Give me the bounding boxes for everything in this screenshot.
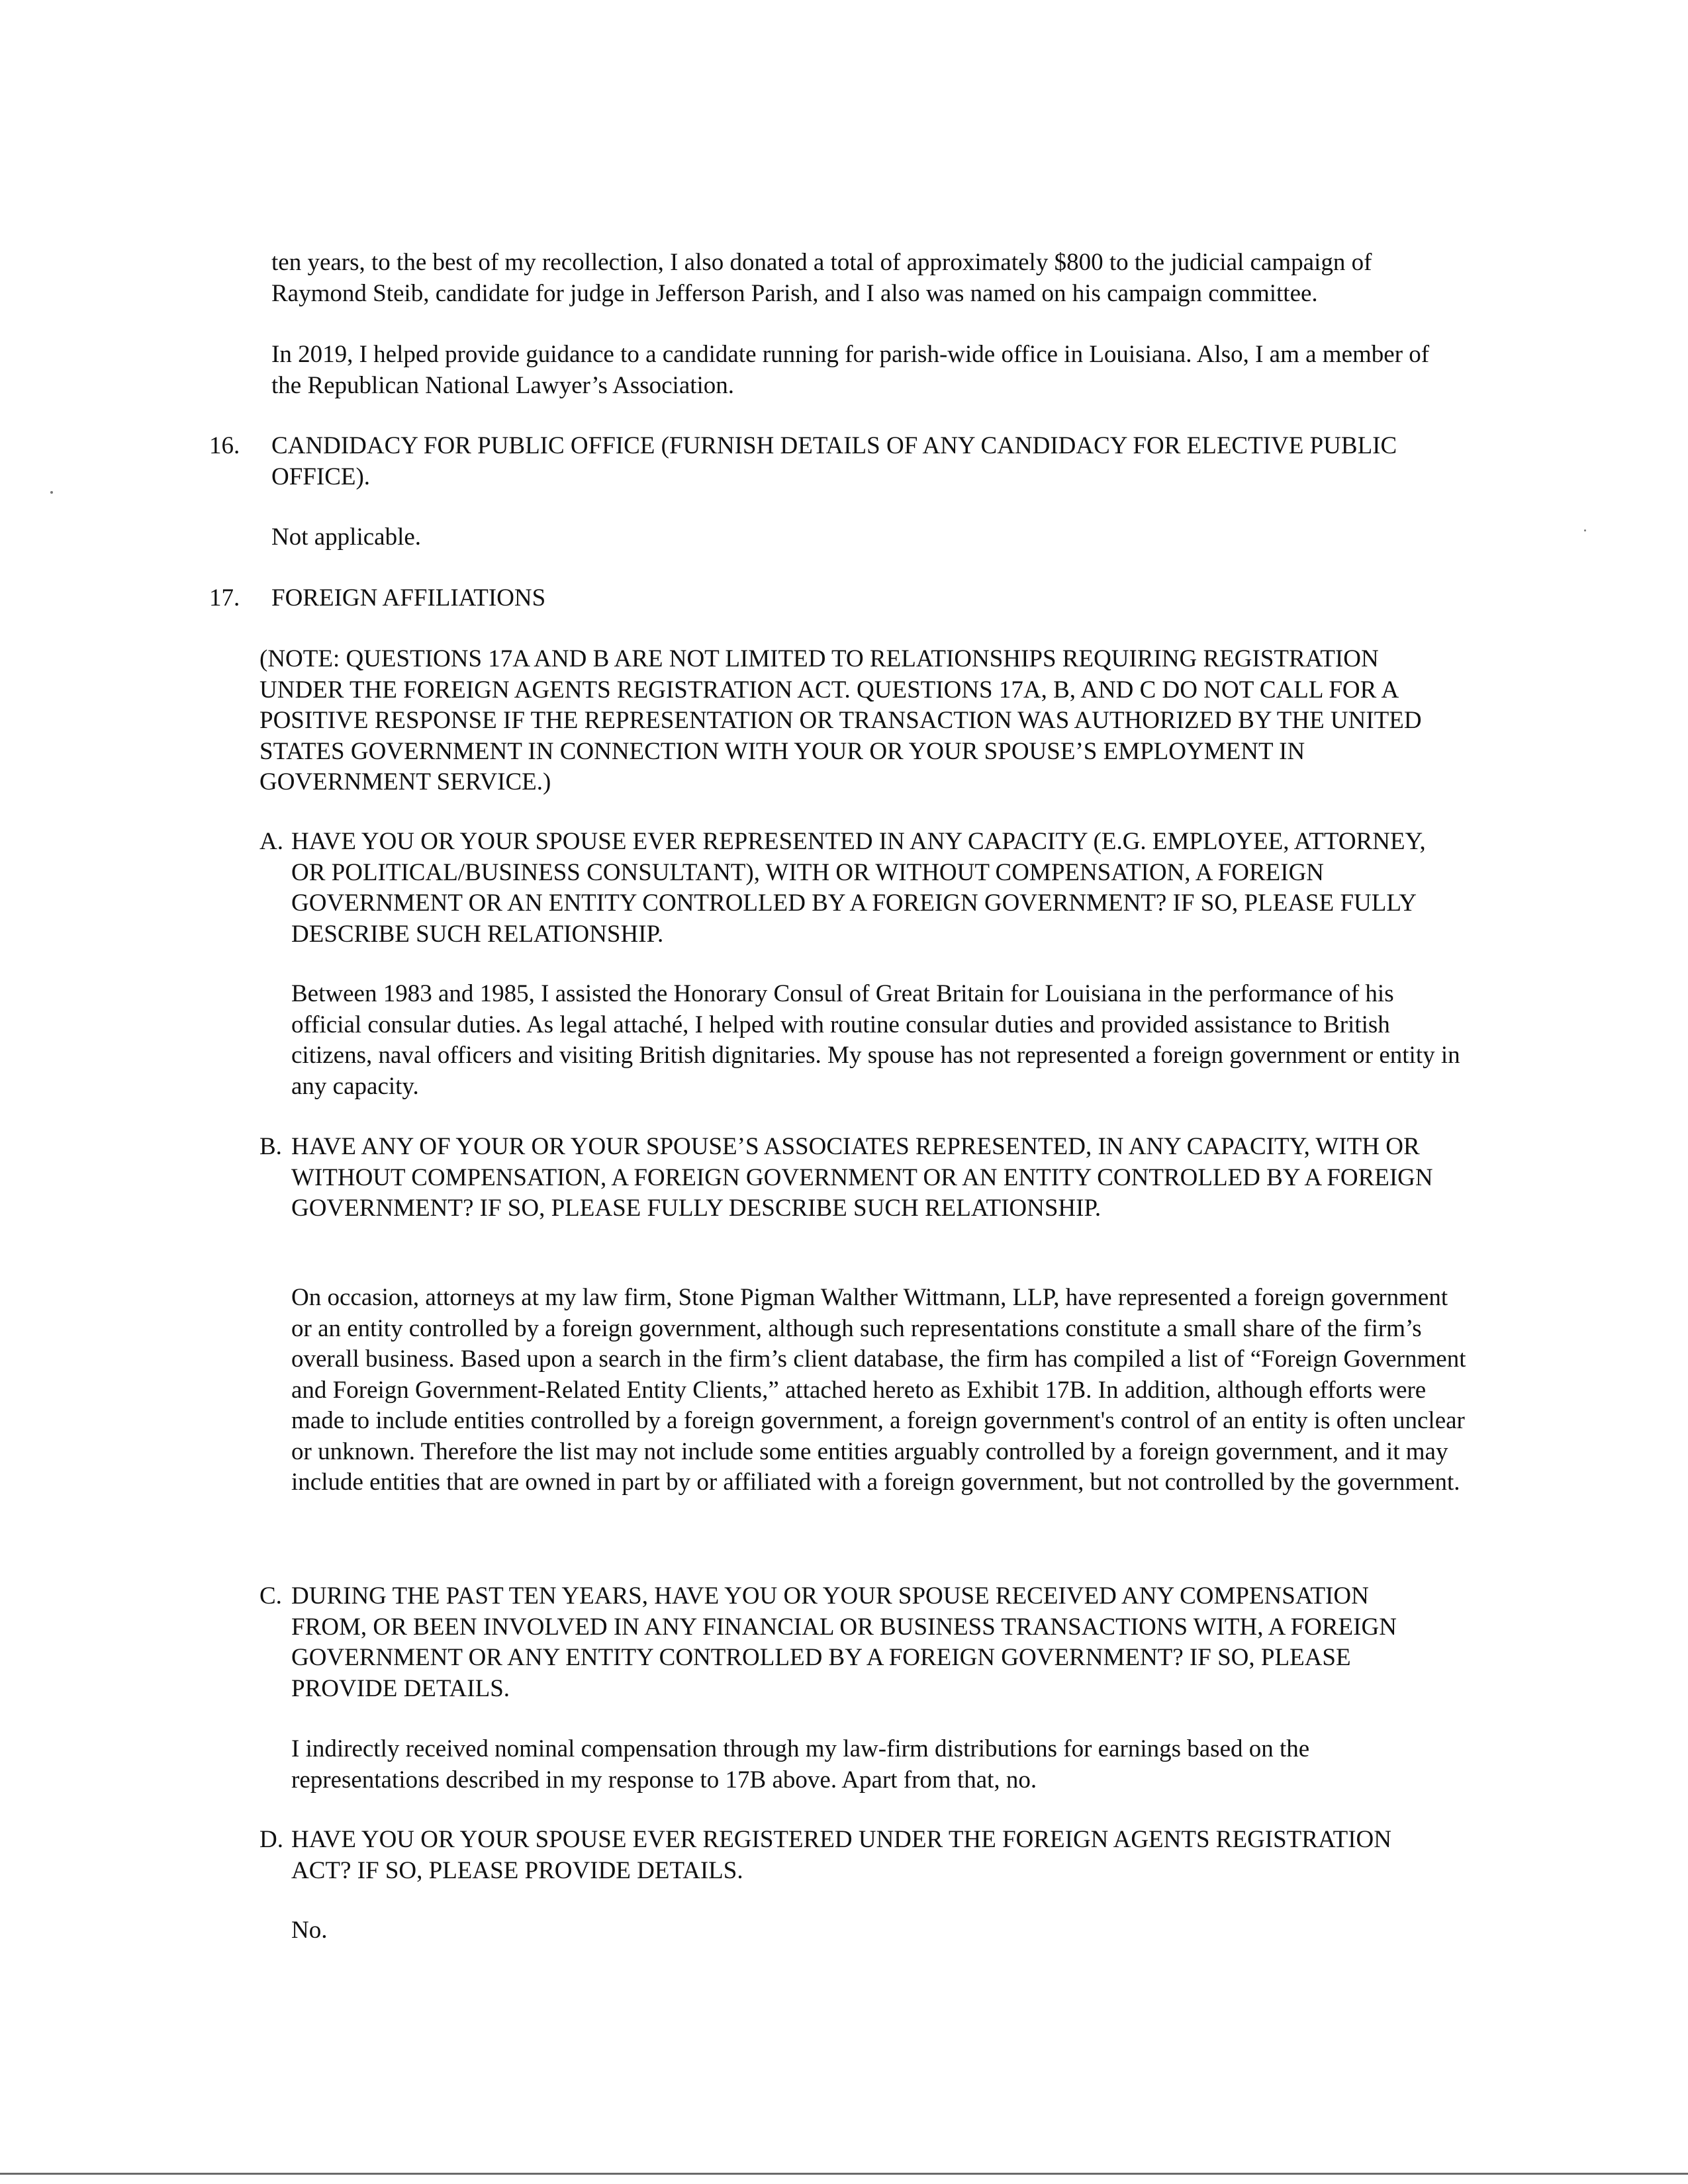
continuation-paragraph-1: ten years, to the best of my recollection, I also donated a total of approximately $800 to the judicial campaign of Raymond Steib, candidate for judge in Jefferson Parish, and I also was named on his campaign committee. xyxy=(271,249,1372,307)
question-16-answer: Not applicable. xyxy=(271,523,422,551)
scan-bottom-edge xyxy=(0,2173,1688,2175)
question-17-number: 17. xyxy=(209,584,240,612)
question-17-note: (NOTE: QUESTIONS 17A AND B ARE NOT LIMITED TO RELATIONSHIPS REQUIRING REGISTRATION UNDER THE FOREIGN AGENTS REGISTRATION ACT. QUESTIONS 17A, B, AND C DO NOT CALL FOR A POSITIVE RESPONSE IF THE REPRESENTATION OR TRANSACTION WAS AUTHORIZED BY THE UNITED STATES GOVERNMENT IN CONNECTION WITH YOUR OR YOUR SPOUSE’S EMPLOYMENT IN GOVERNMENT SERVICE.) xyxy=(259,645,1422,796)
question-17b-answer: On occasion, attorneys at my law firm, Stone Pigman Walther Wittmann, LLP, have represented a foreign government or an entity controlled by a foreign government, although such representations constitute a small share of the firm’s overall business. Based upon a search in the firm’s client database, the firm has compiled a list of “Foreign Government and Foreign Government-Related Entity Clients,” attached hereto as Exhibit 17B. In addition, although efforts were made to include entities controlled by a foreign government, a foreign government's control of an entity is often unclear or unknown. Therefore the list may not include some entities arguably controlled by a foreign government, and it may include entities that are owned in part by or affiliated with a foreign government, but not controlled by the government. xyxy=(291,1284,1466,1496)
scan-speck xyxy=(1584,529,1586,531)
question-16-number: 16. xyxy=(209,432,240,459)
question-17d-answer: No. xyxy=(291,1917,328,1944)
question-17d-text: HAVE YOU OR YOUR SPOUSE EVER REGISTERED UNDER THE FOREIGN AGENTS REGISTRATION ACT? IF SO, PLEASE PROVIDE DETAILS. xyxy=(291,1826,1391,1884)
scan-speck xyxy=(50,491,53,494)
question-16-title: CANDIDACY FOR PUBLIC OFFICE (FURNISH DETAILS OF ANY CANDIDACY FOR ELECTIVE PUBLIC OFFICE). xyxy=(271,432,1397,490)
continuation-paragraph-2: In 2019, I helped provide guidance to a candidate running for parish-wide office in Louisiana. Also, I am a member of the Republican National Lawyer’s Association. xyxy=(271,341,1430,399)
question-17b-text: HAVE ANY OF YOUR OR YOUR SPOUSE’S ASSOCIATES REPRESENTED, IN ANY CAPACITY, WITH OR WITHOUT COMPENSATION, A FOREIGN GOVERNMENT OR AN ENTITY CONTROLLED BY A FOREIGN GOVERNMENT? IF SO, PLEASE FULLY DESCRIBE SUCH RELATIONSHIP. xyxy=(291,1133,1433,1222)
question-17b-letter: B. xyxy=(259,1133,282,1160)
question-17c-text: DURING THE PAST TEN YEARS, HAVE YOU OR YOUR SPOUSE RECEIVED ANY COMPENSATION FROM, OR BEEN INVOLVED IN ANY FINANCIAL OR BUSINESS TRANSACTIONS WITH, A FOREIGN GOVERNMENT OR ANY ENTITY CONTROLLED BY A FOREIGN GOVERNMENT? IF SO, PLEASE PROVIDE DETAILS. xyxy=(291,1582,1397,1702)
question-17a-letter: A. xyxy=(259,828,283,855)
question-17c-letter: C. xyxy=(259,1582,282,1610)
question-17c-answer: I indirectly received nominal compensation through my law-firm distributions for earnings based on the representations described in my response to 17B above. Apart from that, no. xyxy=(291,1735,1310,1794)
question-17-title: FOREIGN AFFILIATIONS xyxy=(271,584,546,612)
question-17a-text: HAVE YOU OR YOUR SPOUSE EVER REPRESENTED IN ANY CAPACITY (E.G. EMPLOYEE, ATTORNEY, OR POLITICAL/BUSINESS CONSULTANT), WITH OR WITHOUT COMPENSATION, A FOREIGN GOVERNMENT OR AN ENTITY CONTROLLED BY A FOREIGN GOVERNMENT? IF SO, PLEASE FULLY DESCRIBE SUCH RELATIONSHIP. xyxy=(291,828,1426,948)
question-17a-answer: Between 1983 and 1985, I assisted the Honorary Consul of Great Britain for Louisiana in the performance of his official consular duties. As legal attaché, I helped with routine consular duties and provided assistance to British citizens, naval officers and visiting British dignitaries. My spouse has not represented a foreign government or entity in any capacity. xyxy=(291,980,1460,1100)
question-17d-letter: D. xyxy=(259,1826,283,1853)
